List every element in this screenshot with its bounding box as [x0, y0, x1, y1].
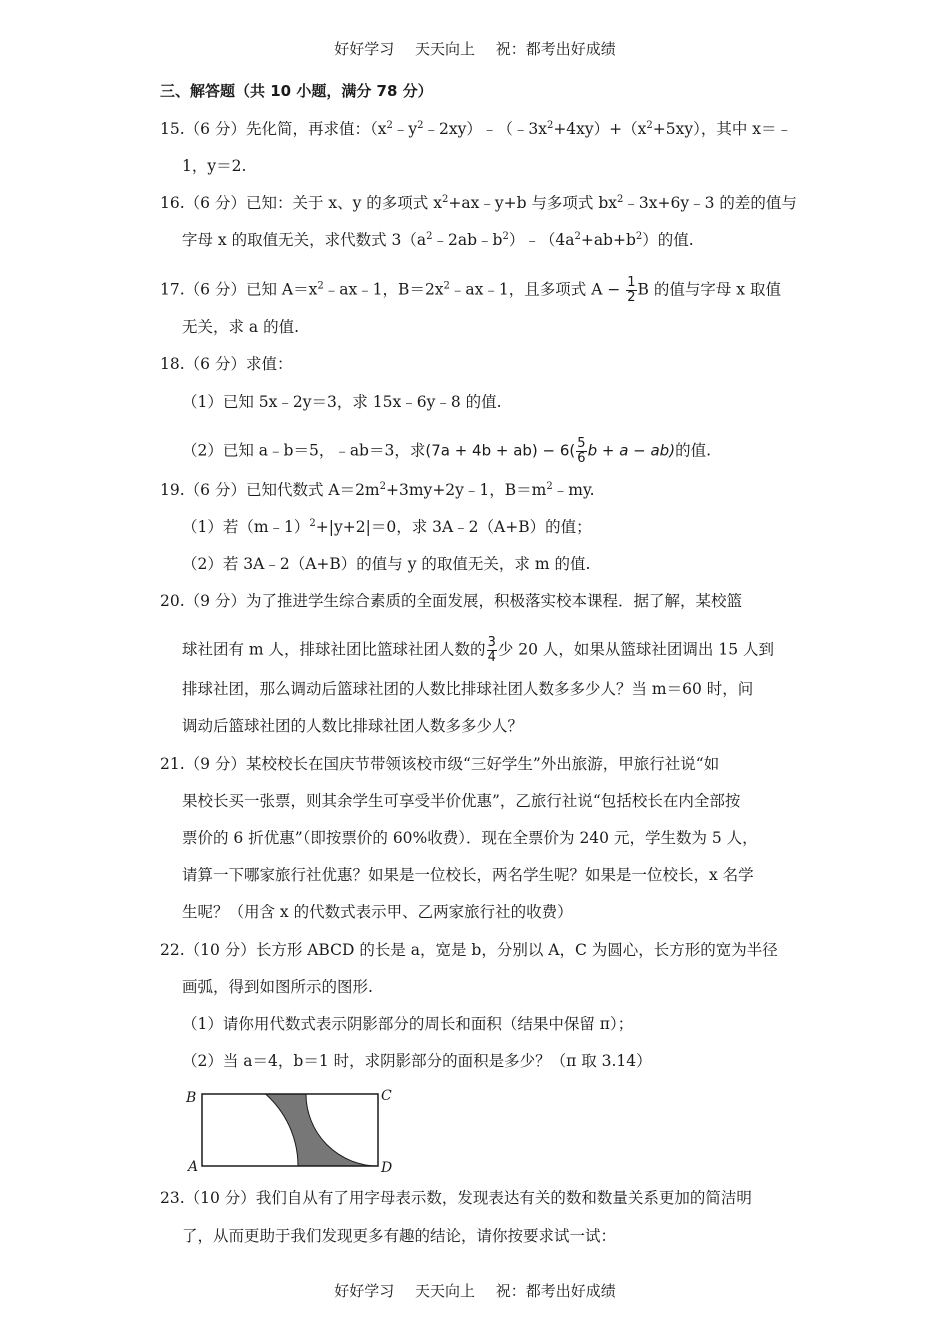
q23-line2: 了，从而更助于我们发现更多有趣的结论，请你按要求试一试：	[182, 1227, 617, 1245]
footer-right: 祝：都考出好成绩	[495, 1282, 616, 1300]
label-c: C	[381, 1088, 392, 1104]
q21-line1: 21.（9 分）某校校长在国庆节带领该校市级“三好学生”外出旅游，甲旅行社说“如	[160, 755, 720, 773]
footer-mid: 天天向上	[414, 1282, 475, 1300]
q23-line1: 23.（10 分）我们自从有了用字母表示数，发现表达有关的数和数量关系更加的简洁明	[160, 1189, 752, 1207]
footer-left: 好好学习	[334, 1282, 395, 1300]
page-header	[0, 38, 950, 59]
q15-line2: 1，y＝2.	[182, 157, 247, 175]
q18-part1: （1）已知 5x﹣2y＝3，求 15x﹣6y﹣8 的值.	[182, 393, 502, 411]
q18-line1: 18.（6 分）求值：	[160, 355, 293, 373]
q16-line2: 字母 x 的取值无关，求代数式 $3(a^2﹣2ab﹣b^2)﹣(4a^2+ab+b^2)$的值.	[182, 231, 694, 249]
q22-line2: 画弧，得到如图所示的图形.	[182, 978, 373, 996]
q17-line1: 17.（6 分）已知 $A=x^2﹣ax﹣1$，$B=2x^2﹣ax﹣1$，且多项式 A − $\frac{1}{2}$ B 的值与字母 x 取值	[160, 275, 781, 305]
q21-line3: 票价的 6 折优惠”（即按票价的 60%收费）．现在全票价为 240 元，学生数为 5 人，	[182, 829, 758, 847]
label-b: B	[186, 1090, 197, 1106]
q22-line1: 22.（10 分）长方形 ABCD 的长是 a，宽是 b，分别以 A，C 为圆心，长方形的宽为半径	[160, 941, 778, 959]
q21-line4: 请算一下哪家旅行社优惠？如果是一位校长，两名学生呢？如果是一位校长，x 名学	[182, 866, 754, 884]
q17-fraction: $\frac{1}{2}$	[627, 275, 636, 305]
q20-line3: 排球社团，那么调动后篮球社团的人数比排球社团人数多多少人？当 m＝60 时，问	[182, 680, 754, 698]
page-footer	[0, 1280, 950, 1301]
q22-part1: （1）请你用代数式表示阴影部分的周长和面积（结果中保留 π）；	[182, 1015, 634, 1033]
header-left: 好好学习	[334, 40, 395, 58]
label-a: A	[188, 1159, 199, 1175]
header-mid: 天天向上	[414, 40, 475, 58]
label-d: D	[381, 1160, 393, 1176]
q17-line2: 无关，求 a 的值.	[182, 318, 300, 336]
q20-line4: 调动后篮球社团的人数比排球社团人数多多少人？	[182, 717, 524, 735]
section-title: 三、解答题（共 10 小题，满分 78 分）	[160, 82, 433, 100]
q19-line1: 19.（6 分）已知代数式 $A=2m^2+3my+2y﹣1$，$B=m^2﹣my$.	[160, 481, 595, 499]
q18-fraction: $\frac{5}{6}$	[577, 436, 586, 466]
q15-line1: 15.（6 分）先化简，再求值：$(x^2﹣y^2﹣2xy)﹣(﹣3x^2+4xy)+(x^2+5xy)$，其中 x＝﹣	[160, 120, 793, 138]
q21-line5: 生呢？（用含 x 的代数式表示甲、乙两家旅行社的收费）	[182, 903, 573, 921]
rectangle-arcs-figure	[182, 1082, 402, 1178]
q20-fraction: $\frac{3}{4}$	[487, 635, 496, 665]
q19-part1: （1）若（m﹣1）$^2$+|y+2|＝0，求 3A﹣2（A+B）的值；	[182, 518, 592, 536]
header-right: 祝：都考出好成绩	[495, 40, 616, 58]
q19-part2: （2）若 3A﹣2（A+B）的值与 y 的取值无关，求 m 的值.	[182, 555, 591, 573]
q16-line1: 16.（6 分）已知：关于 x、y 的多项式 $x^2+ax﹣y+b$ 与多项式 $bx^2﹣3x+6y﹣3$ 的差的值与	[160, 194, 797, 212]
q21-line2: 果校长买一张票，则其余学生可享受半价优惠”，乙旅行社说“包括校长在内全部按	[182, 792, 741, 810]
q22-part2: （2）当 a＝4，b＝1 时，求阴影部分的面积是多少？（π 取 3.14）	[182, 1052, 652, 1070]
q18-part2: （2）已知 a﹣b＝5，﹣ab＝3，求(7a + 4b + ab) − 6( $\frac{5}{6}$ b + a − ab)的值.	[182, 436, 711, 466]
q20-line1: 20.（9 分）为了推进学生综合素质的全面发展，积极落实校本课程．据了解，某校篮	[160, 592, 742, 610]
q20-line2: 球社团有 m 人，排球社团比篮球社团人数的 $\frac{3}{4}$ 少 20 人，如果从篮球社团调出 15 人到	[182, 635, 774, 665]
